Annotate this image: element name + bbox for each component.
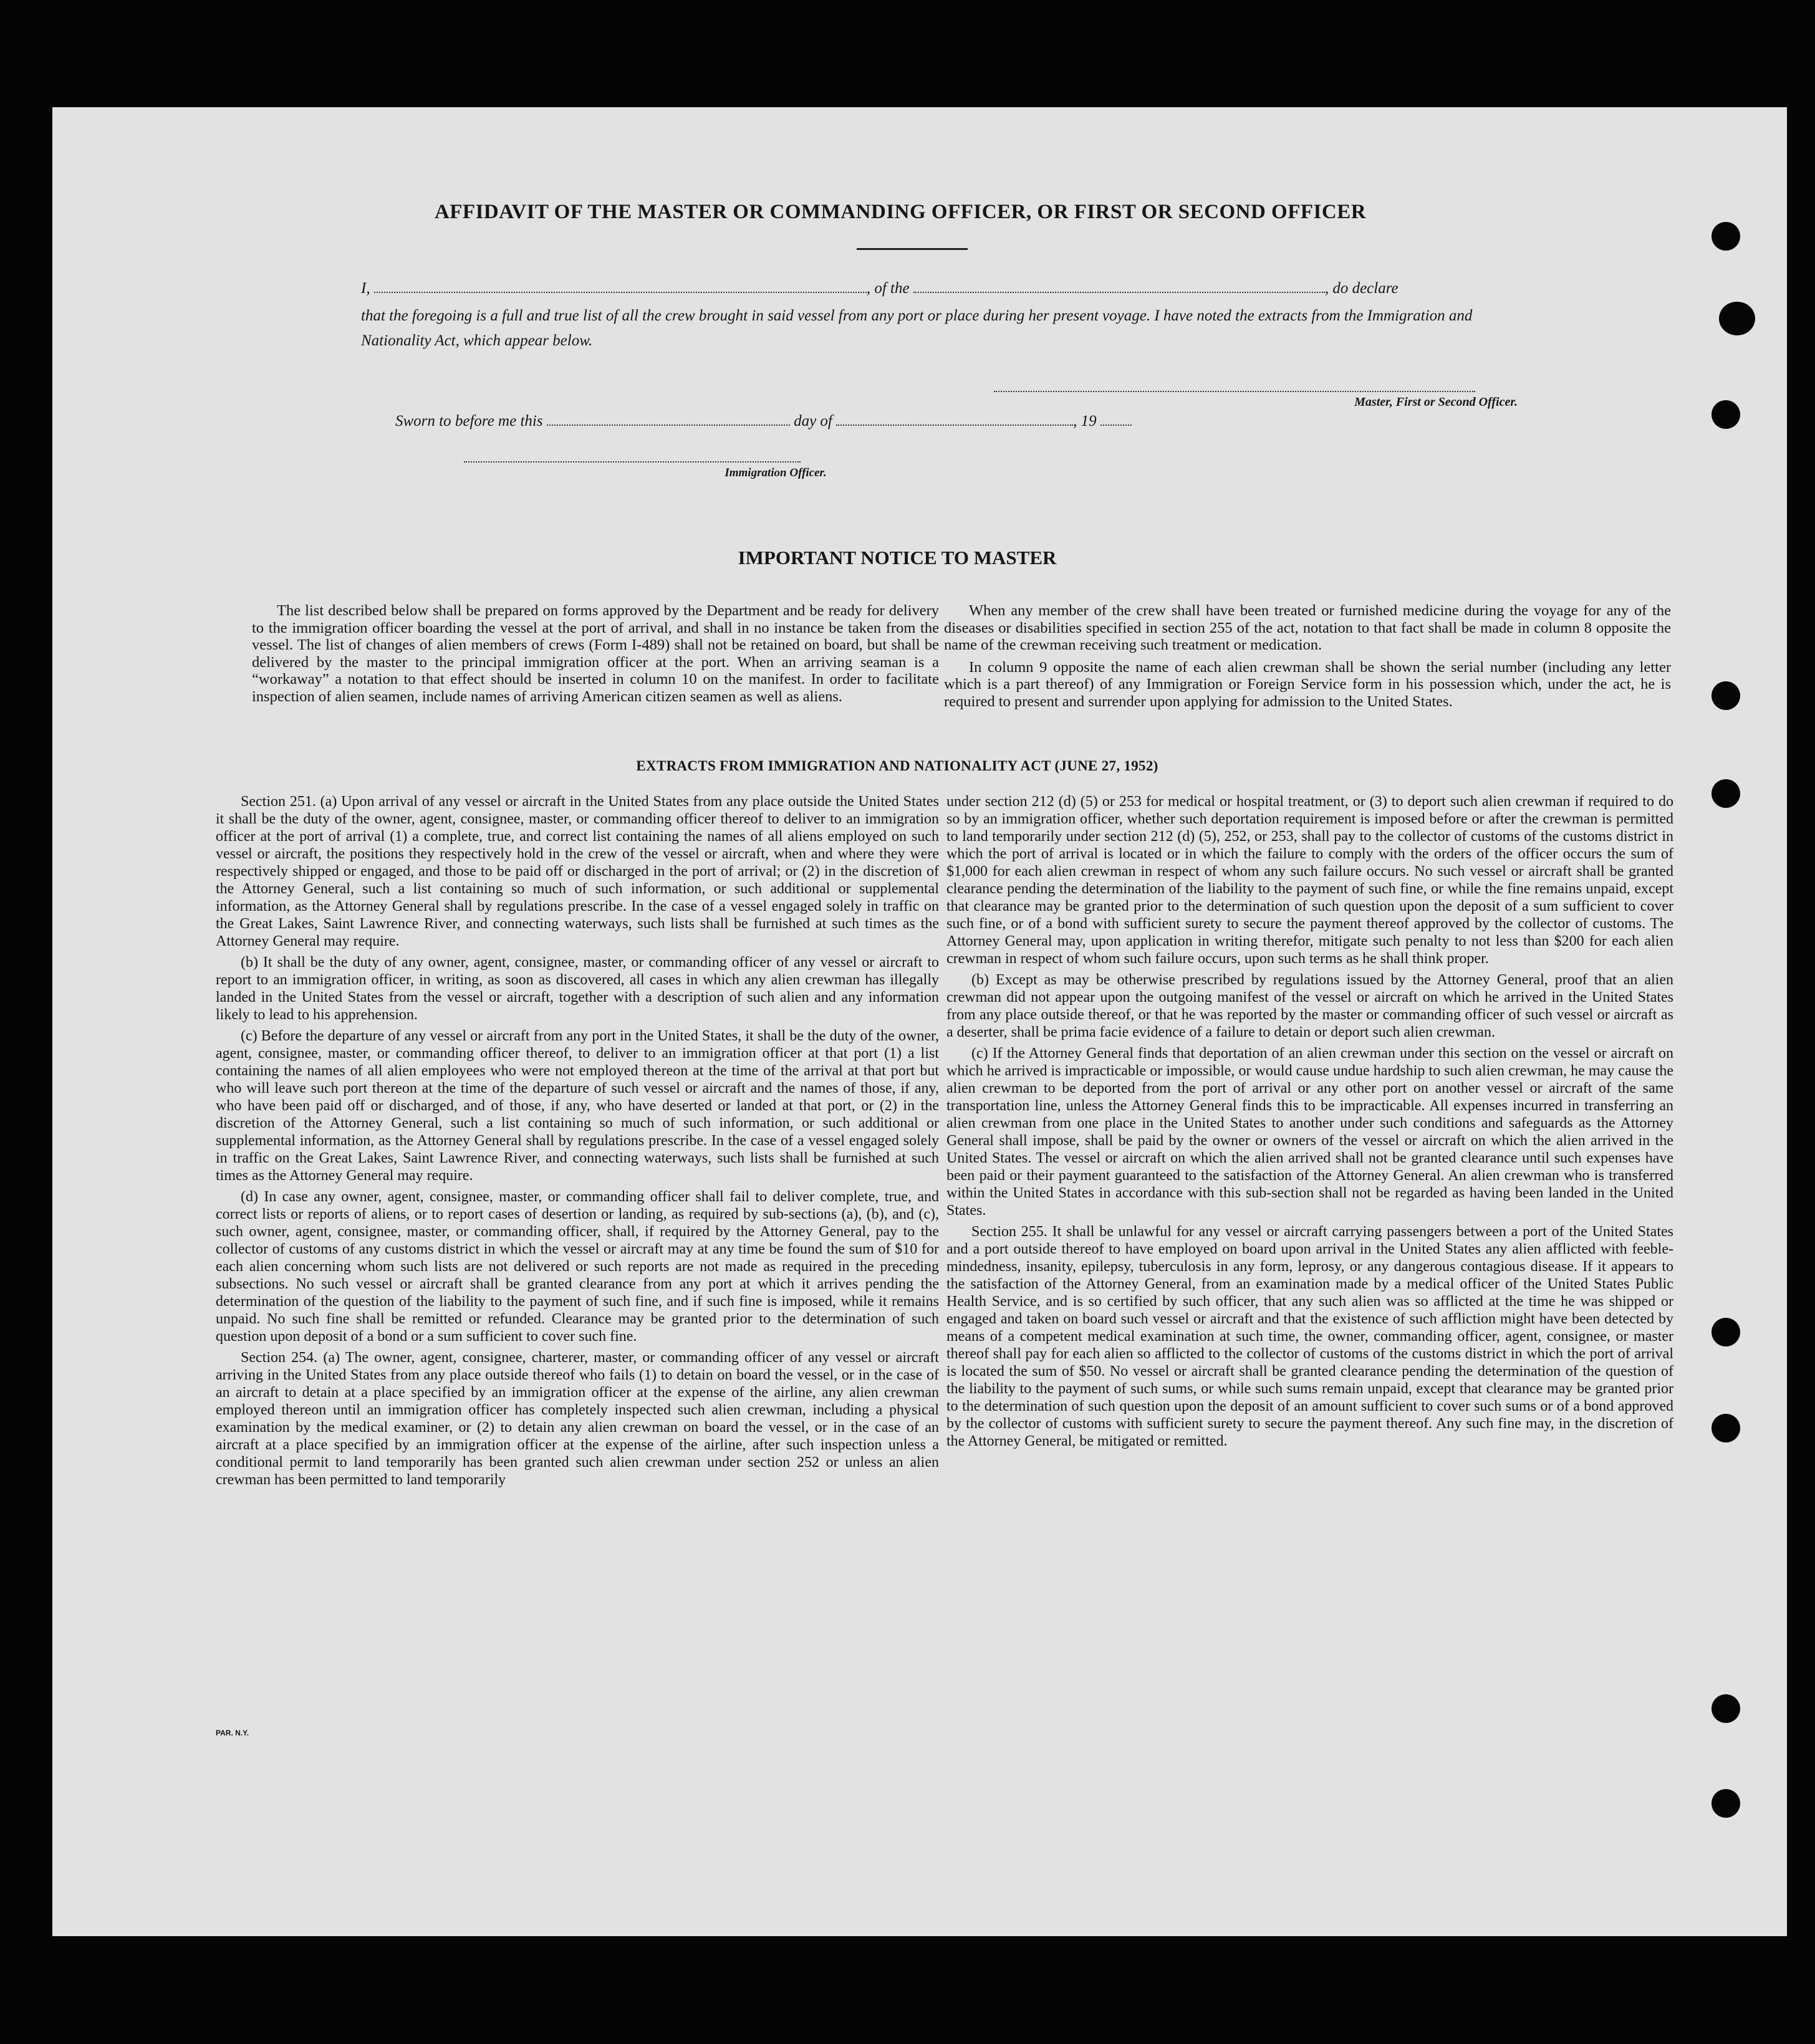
declarant-prefix: I,: [361, 280, 370, 297]
section-254-c: (c) If the Attorney General finds that deportation of an alien crewman under this section on the vessel or aircraft on which he arrived is impracticable or impossible, or would cause undue hardship to such alien crewman, he may cause the alien crewman to be deported from the port of arrival or any other port on another vessel or aircraft of the same transportation line, unless the Attorney General finds this to be impracticable. All expenses incurred in transferring an alien crewman from one place in the United States to another under such conditions and safeguards as the Attorney General shall impose, shall be paid by the owner or owners of the vessel or aircraft on which the alien arrived in the United States. The vessel or aircraft on which the alien arrived shall not be granted clearance until such expenses have been paid or their payment guaranteed to the satisfaction of the Attorney General. An alien crewman who is transferred within the United States in accordance with this sub-section shall not be regarded as having been landed in the United States.: [946, 1045, 1673, 1219]
affidavit-statement: that the foregoing is a full and true list of all the crew brought in said vessel from any port or place during her present voyage. I have noted the extracts from the Immigration and Nationality Act, which appear below.: [361, 307, 1473, 349]
document-page: [52, 107, 1787, 1936]
sworn-prefix: Sworn to before me this: [395, 413, 543, 429]
punch-hole: [1711, 1318, 1740, 1346]
sworn-day-label: day of: [794, 413, 832, 429]
title-divider: [857, 248, 968, 250]
section-251-b: (b) It shall be the duty of any owner, agent, consignee, master, or commanding officer of any vessel or aircraft to report to an immigration officer, in writing, as soon as discovered, all cases in which any alien crewman has illegally landed in the United States from the vessel or aircraft, together with a description of such alien and any information likely to lead to his apprehension.: [216, 954, 939, 1023]
punch-hole: [1711, 1694, 1740, 1723]
extracts-right-column: [946, 793, 1673, 1454]
sworn-year-field[interactable]: [1100, 424, 1132, 426]
extracts-title: EXTRACTS FROM IMMIGRATION AND NATIONALITY ACT (JUNE 27, 1952): [636, 758, 1158, 774]
sworn-month-field[interactable]: [836, 424, 1073, 426]
notice-title: IMPORTANT NOTICE TO MASTER: [738, 547, 1057, 569]
sworn-year-label: , 19: [1073, 413, 1097, 429]
section-254-b: (b) Except as may be otherwise prescribed by regulations issued by the Attorney General, proof that an alien crewman did not appear upon the outgoing manifest of the vessel or aircraft on which he arrived in the United States from any place outside thereof, or that he was reported by the master or commanding officer of such vessel or aircraft as a deserter, shall be prima facie evidence of a failure to detain or deport such alien crewman.: [946, 972, 1673, 1040]
section-251-c: (c) Before the departure of any vessel or aircraft from any port in the United States, it shall be the duty of the owner, agent, consignee, master, or commanding officer thereof, to deliver to an immigration officer at that port (1) a list containing the names of all alien employees who were not employed thereon at the time of the arrival at that port but who will leave such port thereon at the time of the departure of such vessel or aircraft and the names of those, if any, who have been paid off or discharged, and of those, if any, who have deserted or landed at that port, or (2) in the discretion of the Attorney General, such a list containing so much of such information, or such additional or supplemental information, as the Attorney General shall by regulations prescribe. In the case of a vessel engaged solely in traffic on the Great Lakes, Saint Lawrence River, and connecting waterways, such lists shall be furnished at such times as the Attorney General may require.: [216, 1028, 939, 1184]
punch-hole: [1711, 779, 1740, 808]
vessel-name-field[interactable]: [913, 291, 1325, 293]
section-251-d: (d) In case any owner, agent, consignee, master, or commanding officer shall fail to deliver complete, true, and correct lists or reports of aliens, or to report cases of desertion or landing, as required by sub-sections (a), (b), and (c), such owner, agent, consignee, master, or commanding officer, shall, if required by the Attorney General, pay to the collector of customs of any customs district in which the vessel or aircraft may at any time be found the sum of $10 for each alien concerning whom such lists are not delivered or such reports are not made as required in the preceding subsections. No such vessel or aircraft shall be granted clearance from any port at which it arrives pending the determination of the question of the liability to the payment of such fine, and if such fine is imposed, while it remains unpaid. No such fine shall be remitted or refunded. Clearance may be granted prior to the determination of such question upon deposit of a bond or a sum sufficient to cover such fine.: [216, 1189, 939, 1345]
immigration-officer-label: Immigration Officer.: [725, 466, 827, 479]
sworn-line: [395, 413, 1393, 430]
section-254-a: Section 254. (a) The owner, agent, consignee, charterer, master, or commanding officer of any vessel or aircraft arriving in the United States from any place outside thereof who fails (1) to detain on board the vessel, or in the case of an aircraft to detain at a place specified by an immigration officer at the expense of the airline, any alien crewman employed thereon until an immigration officer has completely inspected such alien crewman, including a physical examination by the medical examiner, or (2) to detain any alien crewman on board the vessel, or in the case of an aircraft at a place specified by an immigration officer at the expense of the airline, after such inspection unless a conditional permit to land temporarily has been granted such alien crewman under section 252 or unless an alien crewman has been permitted to land temporarily: [216, 1350, 939, 1488]
immigration-officer-signature-field[interactable]: [464, 461, 801, 463]
extracts-left-column: [216, 793, 939, 1492]
declare-suffix: , do declare: [1324, 280, 1399, 297]
notice-paragraph: The list described below shall be prepared on forms approved by the Department and be ready for delivery to the immigration officer boarding the vessel at the port of arrival, and shall in no instance be taken from the vessel. The list of changes of alien members of crews (Form I-489) shall not be retained on board, but shall be delivered by the master to the principal immigration officer at the port. When an arriving seaman is a “workaway” a notation to that effect should be inserted in column 10 on the manifest. In order to facilitate inspection of alien seamen, include names of arriving American citizen seamen as well as aliens.: [252, 602, 939, 705]
master-signature-label: Master, First or Second Officer.: [1354, 395, 1518, 409]
affidavit-declaration-line: [361, 280, 1546, 297]
master-signature-field[interactable]: [994, 391, 1475, 392]
form-footer-code: PAR. N.Y.: [216, 1729, 249, 1737]
section-254-a-continued: under section 212 (d) (5) or 253 for medical or hospital treatment, or (3) to deport such alien crewman if required to do so by an immigration officer, whether such deportation requirement is imposed before or after the crewman is permitted to land temporarily under section 212 (d) (5), 252, or 253, shall pay to the collector of customs of the customs district in which the port of arrival is located or in which the failure to comply with the orders of the officer occurs the sum of $1,000 for each alien crewman in respect of whom any such failure occurs. No such vessel or aircraft shall be granted clearance pending the determination of the liability to the payment of such fine, or while the fine remains unpaid, except that clearance may be granted prior to the determination of such question upon the deposit of a sum sufficient to cover such fine, or of a bond with sufficient surety to secure the payment thereof approved by the collector of customs. The Attorney General may, upon application in writing therefor, mitigate such penalty to not less than $200 for each alien crewman in respect of whom such failure occurs, upon such terms as he shall think proper.: [946, 794, 1673, 967]
notice-paragraph: In column 9 opposite the name of each alien crewman shall be shown the serial number (including any letter which is a part thereof) of any Immigration or Foreign Service form in his possession which, under the act, he is required to present and surrender upon applying for admission to the United States.: [944, 658, 1671, 710]
notice-left-column: [252, 602, 939, 710]
section-255: Section 255. It shall be unlawful for any vessel or aircraft carrying passengers between a port of the United States and a port outside thereof to have employed on board upon arrival in the United States any alien afflicted with feeble-mindedness, insanity, epilepsy, tuberculosis in any form, leprosy, or any dangerous contagious disease. If it appears to the satisfaction of the Attorney General, from an examination made by a medical officer of the United States Public Health Service, and is so certified by such officer, that any such alien was so afflicted at the time he was shipped or engaged and taken on board such vessel or aircraft and that the existence of such affliction might have been detected by means of a competent medical examination at such time, the owner, commanding officer, agent, consignee, or master thereof shall pay for each alien so afflicted to the collector of customs of the customs district in which the port of arrival is located the sum of $50. No vessel or aircraft shall be granted clearance pending the determination of the question of the liability to the payment of such sums, or while such sums remain unpaid, except that clearance may be granted prior to the determination of such question upon the deposit of an amount sufficient to cover such sums or of a bond approved by the collector of customs with sufficient surety to secure the payment thereof. Any such fine may, in the discretion of the Attorney General, be mitigated or remitted.: [946, 1224, 1673, 1449]
declarant-name-field[interactable]: [374, 291, 867, 293]
punch-hole: [1711, 400, 1740, 429]
notice-right-column: [944, 602, 1671, 715]
vessel-prefix: , of the: [866, 280, 910, 297]
notice-paragraph: When any member of the crew shall have been treated or furnished medicine during the voyage for any of the diseases or disabilities specified in section 255 of the act, notation to that fact shall be made in column 8 opposite the name of the crewman receiving such treatment or medication.: [944, 602, 1671, 653]
section-251-a: Section 251. (a) Upon arrival of any vessel or aircraft in the United States from any place outside the United States it shall be the duty of the owner, agent, consignee, master, or commanding officer thereof to deliver to an immigration officer at the port of arrival (1) a complete, true, and correct list containing the names of all aliens employed on such vessel or aircraft, the positions they respectively hold in the crew of the vessel or aircraft, when and where they were respectively shipped or engaged, and those to be paid off or discharged in the port of arrival; or (2) in the discretion of the Attorney General, such a list containing so much of such information, or such additional or supplemental information, as the Attorney General shall by regulations prescribe. In the case of a vessel engaged solely in traffic on the Great Lakes, Saint Lawrence River, and connecting waterways, such lists shall be furnished at such times as the Attorney General may require.: [216, 794, 939, 949]
punch-hole: [1719, 302, 1755, 335]
punch-hole: [1711, 1789, 1740, 1818]
sworn-day-field[interactable]: [547, 424, 790, 426]
punch-hole: [1711, 222, 1740, 251]
punch-hole: [1711, 681, 1740, 710]
punch-hole: [1711, 1414, 1740, 1442]
affidavit-title: AFFIDAVIT OF THE MASTER OR COMMANDING OFFICER, OR FIRST OR SECOND OFFICER: [434, 201, 1367, 223]
